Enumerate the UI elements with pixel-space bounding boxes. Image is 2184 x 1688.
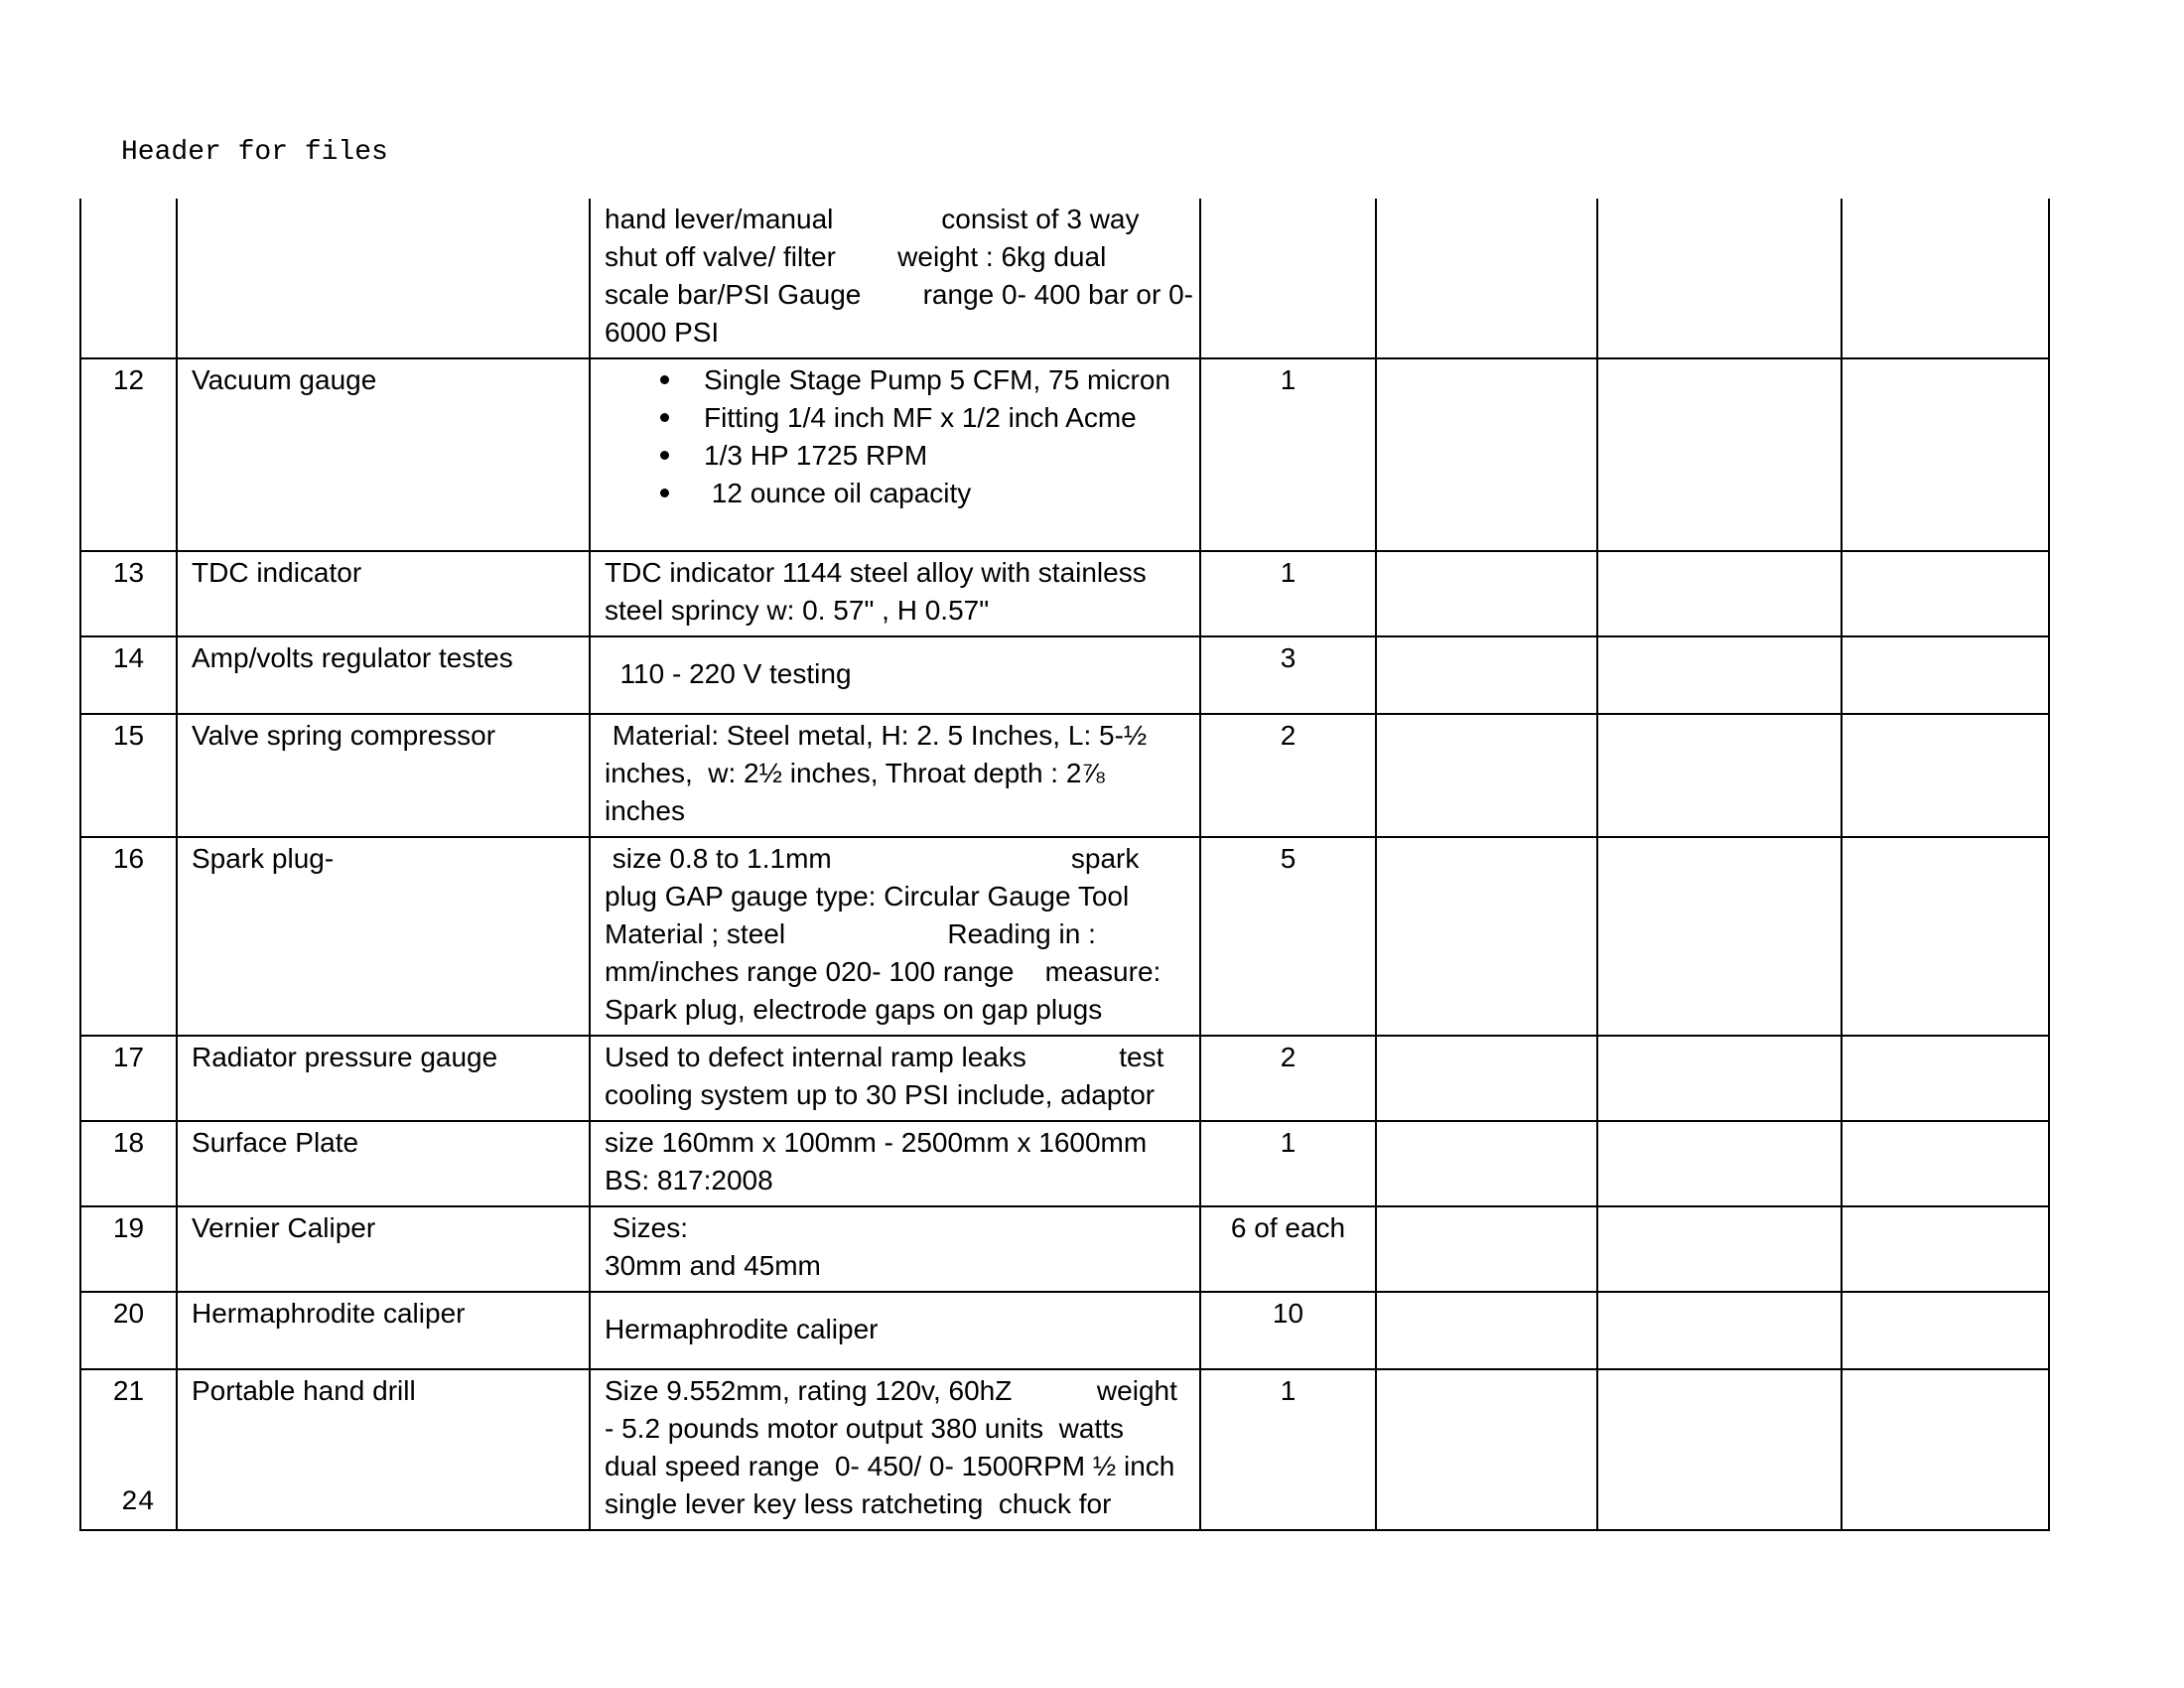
quantity-cell: 1 — [1200, 1369, 1376, 1530]
quantity-cell: 2 — [1200, 714, 1376, 837]
quantity-cell: 1 — [1200, 358, 1376, 551]
table-row — [80, 714, 2049, 837]
spec-line: 6000 PSI — [605, 317, 720, 348]
item-name-cell: Vacuum gauge — [177, 358, 590, 551]
empty-cell — [1842, 551, 2049, 636]
spec-line: Used to defect internal ramp leaks test — [605, 1042, 1164, 1072]
table-row — [80, 551, 2049, 636]
item-name-cell: Radiator pressure gauge — [177, 1036, 590, 1121]
empty-cell — [1842, 1292, 2049, 1369]
empty-cell — [1597, 1206, 1842, 1292]
empty-cell — [1376, 636, 1597, 714]
spec-line: Spark plug, electrode gaps on gap plugs — [605, 994, 1103, 1025]
item-name-cell: Portable hand drill — [177, 1369, 590, 1530]
empty-cell — [1376, 837, 1597, 1036]
spec-line: plug GAP gauge type: Circular Gauge Tool — [605, 881, 1130, 912]
spec-line: Hermaphrodite caliper — [605, 1314, 879, 1344]
item-name-cell — [177, 199, 590, 358]
empty-cell — [1376, 199, 1597, 358]
empty-cell — [1376, 1121, 1597, 1206]
quantity-cell: 2 — [1200, 1036, 1376, 1121]
page-number: 24 — [121, 1487, 155, 1518]
table-row — [80, 1036, 2049, 1121]
item-name-cell: Valve spring compressor — [177, 714, 590, 837]
empty-cell — [1842, 1206, 2049, 1292]
empty-cell — [1842, 1121, 2049, 1206]
spec-line: dual speed range 0- 450/ 0- 1500RPM ½ inch — [605, 1451, 1175, 1481]
table-row — [80, 837, 2049, 1036]
specification-cell — [590, 199, 1200, 358]
quantity-cell: 6 of each — [1200, 1206, 1376, 1292]
quantity-cell: 3 — [1200, 636, 1376, 714]
item-number-cell: 13 — [80, 551, 177, 636]
item-name-cell: Spark plug- — [177, 837, 590, 1036]
empty-cell — [1376, 1036, 1597, 1121]
item-number-cell: 14 — [80, 636, 177, 714]
item-number-cell: 18 — [80, 1121, 177, 1206]
empty-cell — [1597, 1036, 1842, 1121]
empty-cell — [1597, 1292, 1842, 1369]
quantity-cell: 1 — [1200, 551, 1376, 636]
spec-line: inches, w: 2½ inches, Throat depth : 2⅞ — [605, 758, 1105, 788]
table-row — [80, 1206, 2049, 1292]
item-name-cell: Hermaphrodite caliper — [177, 1292, 590, 1369]
spec-line: single lever key less ratcheting chuck for — [605, 1488, 1112, 1519]
spec-line: TDC indicator 1144 steel alloy with stainless — [605, 557, 1147, 588]
item-number-cell: 15 — [80, 714, 177, 837]
spec-line: - 5.2 pounds motor output 380 units watts — [605, 1413, 1124, 1444]
specification-cell — [590, 1121, 1200, 1206]
spec-line: cooling system up to 30 PSI include, adaptor — [605, 1079, 1156, 1110]
empty-cell — [1597, 714, 1842, 837]
spec-line: inches — [605, 795, 685, 826]
spec-line: steel sprincy w: 0. 57" , H 0.57" — [605, 595, 990, 626]
item-name-cell: TDC indicator — [177, 551, 590, 636]
item-name-cell: Amp/volts regulator testes — [177, 636, 590, 714]
table-row — [80, 1121, 2049, 1206]
item-number-cell: 16 — [80, 837, 177, 1036]
spec-line: Sizes: — [605, 1212, 689, 1243]
empty-cell — [1376, 1206, 1597, 1292]
item-number-cell — [80, 199, 177, 358]
item-number-cell: 12 — [80, 358, 177, 551]
table-row — [80, 636, 2049, 714]
quantity-cell: 1 — [1200, 1121, 1376, 1206]
empty-cell — [1597, 636, 1842, 714]
empty-cell — [1376, 358, 1597, 551]
spec-line: Size 9.552mm, rating 120v, 60hZ weight — [605, 1375, 1177, 1406]
empty-cell — [1597, 837, 1842, 1036]
empty-cell — [1842, 199, 2049, 358]
specification-cell — [590, 551, 1200, 636]
empty-cell — [1597, 1121, 1842, 1206]
spec-line: scale bar/PSI Gauge range 0- 400 bar or 0- — [605, 279, 1193, 310]
item-number-cell: 21 — [80, 1369, 177, 1530]
empty-cell — [1842, 1036, 2049, 1121]
empty-cell — [1376, 1369, 1597, 1530]
specification-cell — [590, 837, 1200, 1036]
empty-cell — [1597, 358, 1842, 551]
spec-bullet-item: 1/3 HP 1725 RPM — [704, 437, 1185, 475]
page-header: Header for files — [121, 137, 388, 168]
item-number-cell: 17 — [80, 1036, 177, 1121]
empty-cell — [1376, 551, 1597, 636]
spec-bullet-item: Fitting 1/4 inch MF x 1/2 inch Acme — [704, 399, 1185, 437]
spec-bullet-list — [605, 361, 1185, 512]
spec-line: Material: Steel metal, H: 2. 5 Inches, L: 5-½ — [605, 720, 1148, 751]
specification-cell — [590, 1036, 1200, 1121]
spec-line: 30mm and 45mm — [605, 1250, 821, 1281]
empty-cell — [1842, 714, 2049, 837]
table-row — [80, 358, 2049, 551]
spec-line: size 160mm x 100mm - 2500mm x 1600mm — [605, 1127, 1148, 1158]
empty-cell — [1842, 1369, 2049, 1530]
spec-line: hand lever/manual consist of 3 way — [605, 204, 1140, 234]
table-body — [80, 199, 2049, 1530]
spec-bullet-item: 12 ounce oil capacity — [704, 475, 1185, 512]
specification-cell — [590, 1369, 1200, 1530]
quantity-cell: 10 — [1200, 1292, 1376, 1369]
equipment-table — [79, 199, 2050, 1531]
item-name-cell: Vernier Caliper — [177, 1206, 590, 1292]
spec-line: shut off valve/ filter weight : 6kg dual — [605, 241, 1107, 272]
table-row — [80, 1369, 2049, 1530]
empty-cell — [1842, 358, 2049, 551]
table-row — [80, 199, 2049, 358]
quantity-cell: 5 — [1200, 837, 1376, 1036]
spec-line: size 0.8 to 1.1mm spark — [605, 843, 1140, 874]
specification-cell — [590, 636, 1200, 714]
spec-line: Material ; steel Reading in : — [605, 918, 1096, 949]
table-row — [80, 1292, 2049, 1369]
spec-line: mm/inches range 020- 100 range measure: — [605, 956, 1161, 987]
empty-cell — [1597, 199, 1842, 358]
item-number-cell: 20 — [80, 1292, 177, 1369]
empty-cell — [1597, 1369, 1842, 1530]
specification-cell — [590, 1292, 1200, 1369]
item-number-cell: 19 — [80, 1206, 177, 1292]
specification-cell — [590, 714, 1200, 837]
item-name-cell: Surface Plate — [177, 1121, 590, 1206]
empty-cell — [1376, 714, 1597, 837]
empty-cell — [1842, 837, 2049, 1036]
specification-cell — [590, 358, 1200, 551]
specification-cell — [590, 1206, 1200, 1292]
empty-cell — [1597, 551, 1842, 636]
spec-line: 110 - 220 V testing — [605, 658, 852, 689]
spec-line: BS: 817:2008 — [605, 1165, 773, 1196]
empty-cell — [1376, 1292, 1597, 1369]
empty-cell — [1842, 636, 2049, 714]
spec-bullet-item: Single Stage Pump 5 CFM, 75 micron — [704, 361, 1185, 399]
quantity-cell — [1200, 199, 1376, 358]
